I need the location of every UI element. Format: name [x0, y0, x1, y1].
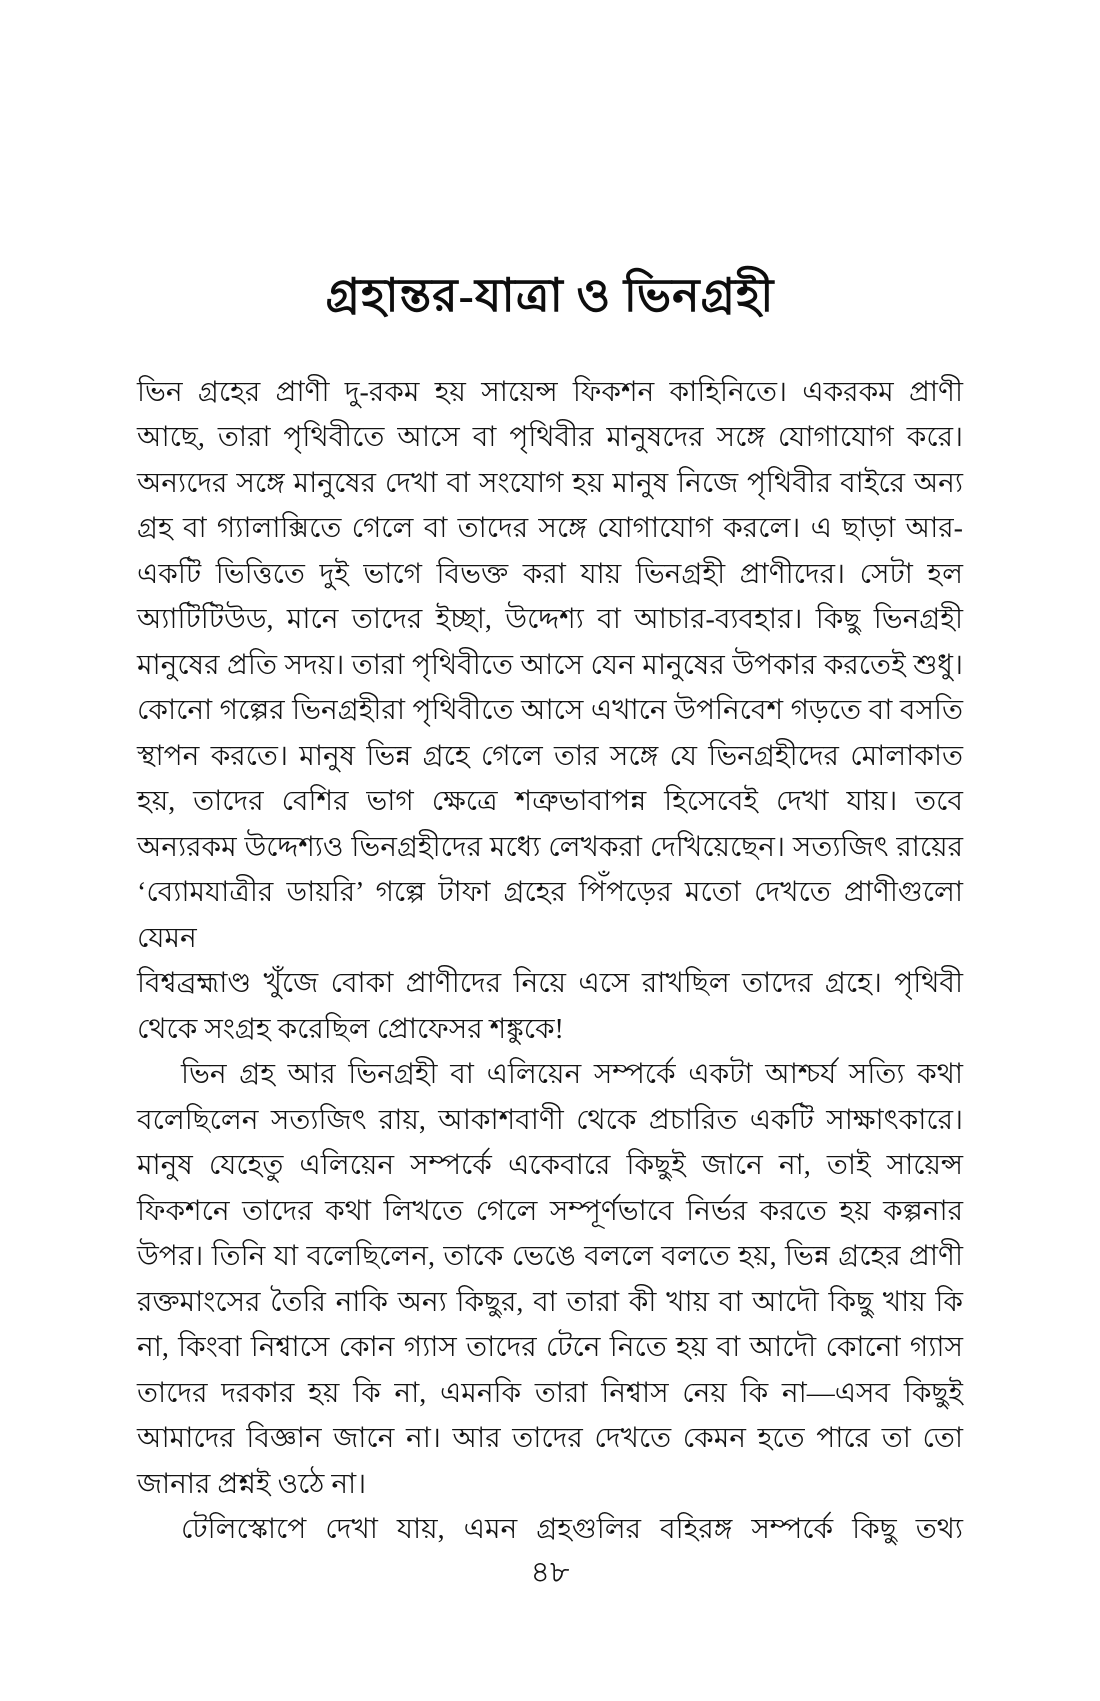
text-line: ফিকশনে তাদের কথা লিখতে গেলে সম্পূর্ণভাবে নির্ভর করতে হয় কল্পনার: [137, 1195, 963, 1227]
text-line: অন্যরকম উদ্দেশ্যও ভিনগ্রহীদের মধ্যে লেখকরা দেখিয়েছেন। সত্যজিৎ রায়ের: [137, 831, 963, 863]
text-line: রক্তমাংসের তৈরি নাকি অন্য কিছুর, বা তারা কী খায় বা আদৌ কিছু খায় কি: [137, 1286, 963, 1318]
text-line: বলেছিলেন সত্যজিৎ রায়, আকাশবাণী থেকে প্রচারিত একটি সাক্ষাৎকারে।: [137, 1104, 963, 1136]
text-line: অন্যদের সঙ্গে মানুষের দেখা বা সংযোগ হয় মানুষ নিজে পৃথিবীর বাইরে অন্য: [137, 467, 963, 499]
text-line: ভিন গ্রহের প্রাণী দু-রকম হয় সায়েন্স ফিকশন কাহিনিতে। একরকম প্রাণী: [137, 376, 963, 408]
text-line: মানুষ যেহেতু এলিয়েন সম্পর্কে একেবারে কিছুই জানে না, তাই সায়েন্স: [137, 1150, 963, 1182]
text-line: তাদের দরকার হয় কি না, এমনকি তারা নিশ্বাস নেয় কি না—এসব কিছুই: [137, 1377, 963, 1409]
text-line: কোনো গল্পের ভিনগ্রহীরা পৃথিবীতে আসে এখানে উপনিবেশ গড়তে বা বসতি: [137, 695, 963, 727]
paragraph: [137, 370, 963, 1053]
page-title: গ্রহান্তর-যাত্রা ও ভিনগ্রহী: [325, 270, 775, 321]
text-line: উপর। তিনি যা বলেছিলেন, তাকে ভেঙে বললে বলতে হয়, ভিন্ন গ্রহের প্রাণী: [137, 1241, 963, 1273]
text-line: আমাদের বিজ্ঞান জানে না। আর তাদের দেখতে কেমন হতে পারে তা তো: [137, 1423, 963, 1455]
text-line: মানুষের প্রতি সদয়। তারা পৃথিবীতে আসে যেন মানুষের উপকার করতেই শুধু।: [137, 649, 963, 681]
text-line: বিশ্বব্রহ্মাণ্ড খুঁজে বোকা প্রাণীদের নিয়ে এসে রাখছিল তাদের গ্রহে। পৃথিবী: [137, 968, 963, 1000]
text-line: আছে, তারা পৃথিবীতে আসে বা পৃথিবীর মানুষদের সঙ্গে যোগাযোগ করে।: [137, 422, 963, 454]
text-line: ভিন গ্রহ আর ভিনগ্রহী বা এলিয়েন সম্পর্কে একটা আশ্চর্য সত্যি কথা: [181, 1059, 963, 1091]
text-line: জানার প্রশ্নই ওঠে না।: [137, 1468, 367, 1500]
text-line: হয়, তাদের বেশির ভাগ ক্ষেত্রে শত্রুভাবাপন্ন হিসেবেই দেখা যায়। তবে: [137, 786, 963, 818]
text-line: না, কিংবা নিশ্বাসে কোন গ্যাস তাদের টেনে নিতে হয় বা আদৌ কোনো গ্যাস: [137, 1332, 963, 1364]
text-line: স্থাপন করতে। মানুষ ভিন্ন গ্রহে গেলে তার সঙ্গে যে ভিনগ্রহীদের মোলাকাত: [137, 740, 963, 772]
text-line: গ্রহ বা গ্যালাক্সিতে গেলে বা তাদের সঙ্গে যোগাযোগ করলে। এ ছাড়া আর-: [137, 513, 963, 545]
paragraph: [137, 1507, 963, 1553]
text-line: টেলিস্কোপে দেখা যায়, এমন গ্রহগুলির বহিরঙ্গ সম্পর্কে কিছু তথ্য: [181, 1514, 963, 1546]
text-line: একটি ভিত্তিতে দুই ভাগে বিভক্ত করা যায় ভিনগ্রহী প্রাণীদের। সেটা হল: [137, 558, 963, 590]
paragraph: [137, 1052, 963, 1507]
page-number: ৪৮: [530, 1556, 570, 1589]
text-line: ‘ব্যোমযাত্রীর ডায়রি’ গল্পে টাফা গ্রহের পিঁপড়ের মতো দেখতে প্রাণীগুলো যেমন: [137, 877, 963, 954]
body-text: [137, 370, 963, 1553]
text-line: থেকে সংগ্রহ করেছিল প্রোফেসর শঙ্কুকে!: [137, 1013, 564, 1045]
text-line: অ্যাটিটিউড, মানে তাদের ইচ্ছা, উদ্দেশ্য বা আচার-ব্যবহার। কিছু ভিনগ্রহী: [137, 604, 963, 636]
